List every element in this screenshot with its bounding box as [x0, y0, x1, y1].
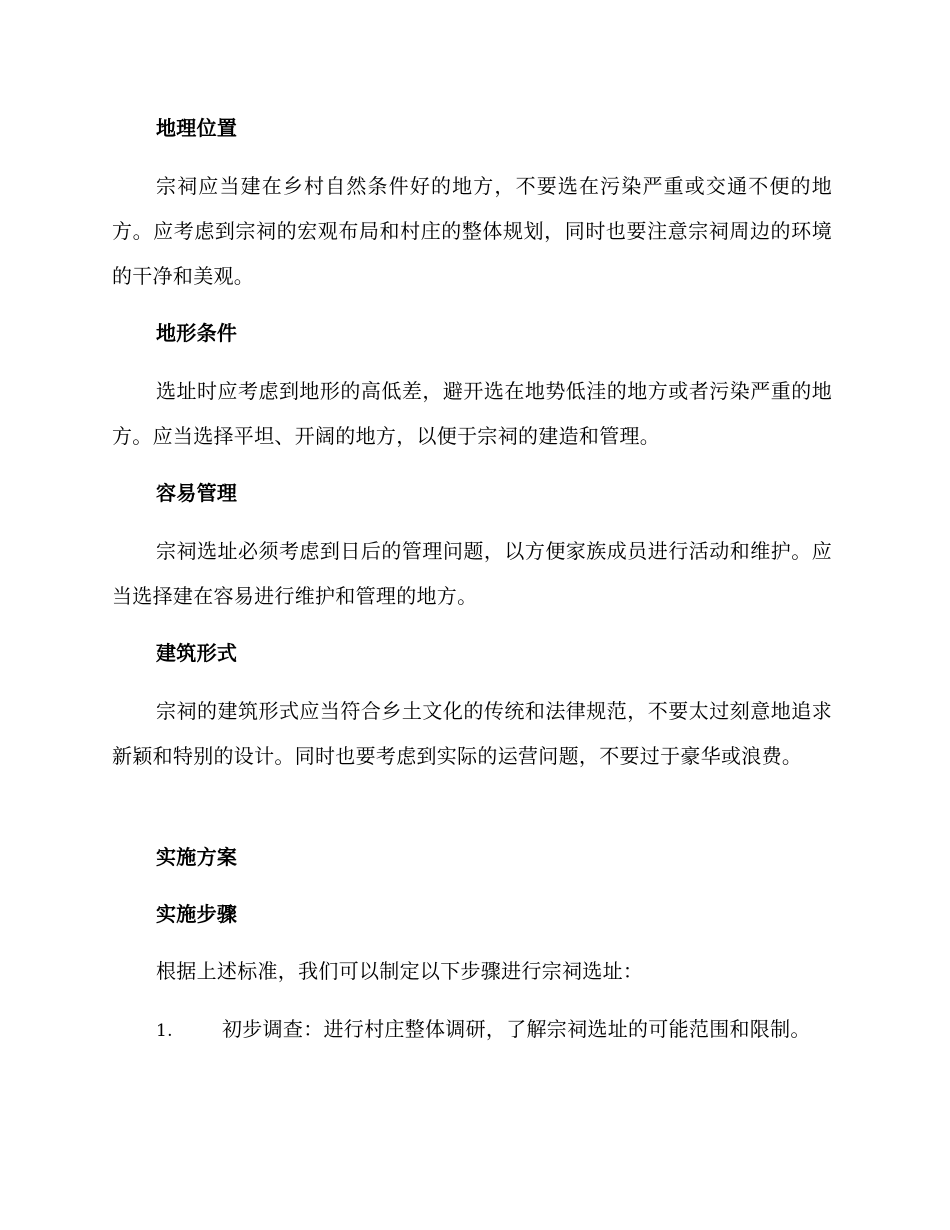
section-body-management: 宗祠选址必须考虑到日后的管理问题，以方便家族成员进行活动和维护。应当选择建在容易进行维护和管理的地方。 [112, 539, 832, 608]
implementation-subheading: 实施步骤 [156, 902, 238, 926]
list-item-number: 1. [156, 1021, 173, 1041]
section-body-terrain: 选址时应考虑到地形的高低差，避开选在地势低洼的地方或者污染严重的地方。应当选择平坦、开阔的地方，以便于宗祠的建造和管理。 [112, 379, 832, 448]
section-heading-location: 地理位置 [156, 116, 238, 140]
section-heading-management: 容易管理 [156, 481, 238, 505]
section-body-architecture: 宗祠的建筑形式应当符合乡土文化的传统和法律规范，不要太过刻意地追求新颖和特别的设计。同时也要考虑到实际的运营问题，不要过于豪华或浪费。 [112, 699, 832, 768]
implementation-intro: 根据上述标准，我们可以制定以下步骤进行宗祠选址： [156, 959, 644, 983]
list-item-text: 初步调查：进行村庄整体调研，了解宗祠选址的可能范围和限制。 [222, 1017, 811, 1041]
section-heading-architecture: 建筑形式 [156, 641, 238, 665]
list-item [112, 1007, 832, 1054]
implementation-heading: 实施方案 [156, 845, 238, 869]
section-body-location: 宗祠应当建在乡村自然条件好的地方，不要选在污染严重或交通不便的地方。应考虑到宗祠的宏观布局和村庄的整体规划，同时也要注意宗祠周边的环境的干净和美观。 [112, 174, 832, 288]
section-heading-terrain: 地形条件 [156, 321, 238, 345]
